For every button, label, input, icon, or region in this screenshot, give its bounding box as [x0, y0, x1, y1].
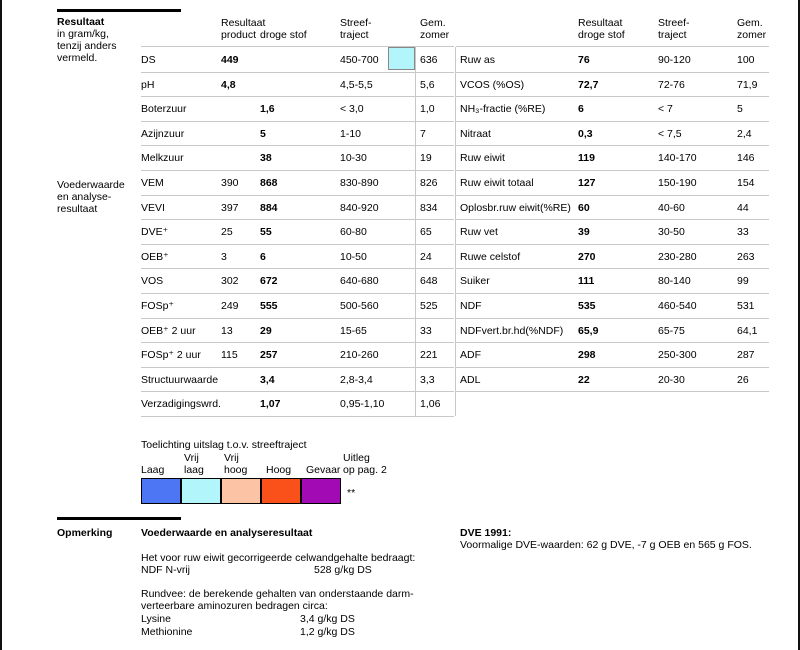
right-cell-streef: 80-140 — [658, 275, 691, 287]
left-cell-streef: 10-30 — [340, 152, 367, 164]
right-row-divider — [456, 96, 769, 97]
right-cell-gem: 71,9 — [737, 79, 758, 91]
right-cell-streef: 140-170 — [658, 152, 697, 164]
left-cell-gem: 636 — [420, 54, 438, 66]
header-right-streef-1: Streef- — [658, 17, 690, 29]
right-cell-gem: 263 — [737, 251, 755, 263]
table-separator — [455, 47, 456, 416]
right-cell-name: NDF — [460, 300, 482, 312]
left-cell-streef: 0,95-1,10 — [340, 398, 385, 410]
left-cell-streef: 840-920 — [340, 202, 379, 214]
left-cell-ds: 55 — [260, 226, 272, 238]
right-row-divider — [456, 72, 769, 73]
left-cell-ds: 868 — [260, 177, 278, 189]
right-row-divider — [456, 268, 769, 269]
left-cell-product: 397 — [221, 202, 239, 214]
left-cell-name: Structuurwaarde — [141, 374, 219, 386]
right-cell-name: Ruw vet — [460, 226, 498, 238]
left-cell-gem: 221 — [420, 349, 438, 361]
left-cell-ds: 3,4 — [260, 374, 275, 386]
bottom-heading: Voederwaarde en analyseresultaat — [141, 527, 313, 539]
right-cell-streef: 90-120 — [658, 54, 691, 66]
right-cell-ds: 6 — [578, 103, 584, 115]
bottom-methionine-value: 1,2 g/kg DS — [300, 626, 355, 638]
right-cell-ds: 60 — [578, 202, 590, 214]
left-cell-product: 302 — [221, 275, 239, 287]
right-cell-gem: 64,1 — [737, 325, 758, 337]
right-cell-ds: 119 — [578, 152, 595, 164]
right-cell-ds: 111 — [578, 275, 595, 287]
left-cell-gem: 525 — [420, 300, 438, 312]
left-cell-product: 25 — [221, 226, 233, 238]
left-cell-name: DVE⁺ — [141, 226, 169, 238]
legend-swatch — [261, 478, 301, 504]
legend-swatch — [301, 478, 341, 504]
left-cell-gem: 24 — [420, 251, 432, 263]
left-cell-streef: 210-260 — [340, 349, 379, 361]
right-cell-name: ADF — [460, 349, 481, 361]
legend-label: Gevaar — [306, 464, 341, 476]
left-cell-gem: 1,06 — [420, 398, 441, 410]
left-row-divider — [141, 391, 454, 392]
right-cell-gem: 33 — [737, 226, 749, 238]
right-cell-streef: < 7 — [658, 103, 673, 115]
right-row-divider — [456, 195, 769, 196]
left-cell-streef: 15-65 — [340, 325, 367, 337]
left-cell-gem: 826 — [420, 177, 438, 189]
right-cell-gem: 287 — [737, 349, 755, 361]
header-left-streef-2: traject — [340, 29, 369, 41]
right-table-top-line — [456, 46, 769, 47]
dve-title: DVE 1991: — [460, 527, 512, 539]
left-cell-gem: 5,6 — [420, 79, 435, 91]
left-cell-ds: 672 — [260, 275, 278, 287]
legend-label: Laag — [141, 464, 165, 476]
right-cell-name: VCOS (%OS) — [460, 79, 525, 91]
right-cell-gem: 99 — [737, 275, 749, 287]
right-cell-streef: 230-280 — [658, 251, 697, 263]
header-right-streef-2: traject — [658, 29, 687, 41]
right-cell-gem: 154 — [737, 177, 755, 189]
right-cell-ds: 65,9 — [578, 325, 599, 337]
section-bar-opmerking — [57, 517, 181, 520]
left-row-divider — [141, 96, 454, 97]
header-right-droge-stof: droge stof — [578, 29, 625, 41]
left-cell-name: OEB⁺ — [141, 251, 169, 263]
left-row-divider — [141, 72, 454, 73]
left-cell-gem: 33 — [420, 325, 432, 337]
left-cell-ds: 5 — [260, 128, 266, 140]
legend-swatch — [181, 478, 221, 504]
left-cell-gem: 1,0 — [420, 103, 435, 115]
page-border-left — [0, 0, 2, 650]
left-cell-name: Boterzuur — [141, 103, 187, 115]
left-cell-product: 249 — [221, 300, 239, 312]
left-row-divider — [141, 145, 454, 146]
left-cell-product: 13 — [221, 325, 233, 337]
left-row-divider — [141, 170, 454, 171]
left-cell-ds: 1,6 — [260, 103, 275, 115]
right-cell-ds: 535 — [578, 300, 596, 312]
left-cell-streef: 4,5-5,5 — [340, 79, 373, 91]
left-cell-product: 4,8 — [221, 79, 236, 91]
left-cell-gem: 834 — [420, 202, 438, 214]
bottom-lysine-value: 3,4 g/kg DS — [300, 613, 355, 625]
resultaat-sub-2: tenzij anders — [57, 40, 117, 52]
left-row-divider — [141, 121, 454, 122]
right-cell-name: ADL — [460, 374, 481, 386]
right-cell-gem: 2,4 — [737, 128, 752, 140]
right-cell-streef: 40-60 — [658, 202, 685, 214]
left-cell-streef: < 3,0 — [340, 103, 364, 115]
ds-range-indicator — [388, 47, 415, 70]
bottom-methionine-label: Methionine — [141, 626, 193, 638]
section-bar-resultaat — [57, 9, 181, 12]
right-cell-name: Ruw eiwit totaal — [460, 177, 534, 189]
left-cell-name: VEVI — [141, 202, 165, 214]
legend-stars: ** — [347, 487, 356, 499]
right-cell-streef: 30-50 — [658, 226, 685, 238]
right-cell-streef: 250-300 — [658, 349, 697, 361]
left-cell-ds: 884 — [260, 202, 278, 214]
legend-label: Vrij — [184, 452, 199, 464]
header-left-gem-1: Gem. — [420, 17, 446, 29]
left-cell-ds: 555 — [260, 300, 278, 312]
left-cell-gem: 3,3 — [420, 374, 435, 386]
left-cell-name: VOS — [141, 275, 164, 287]
right-cell-streef: 65-75 — [658, 325, 685, 337]
left-cell-streef: 640-680 — [340, 275, 379, 287]
legend-label: hoog — [224, 464, 248, 476]
left-row-divider — [141, 318, 454, 319]
left-row-divider — [141, 367, 454, 368]
right-cell-name: Ruwe celstof — [460, 251, 521, 263]
right-cell-gem: 5 — [737, 103, 743, 115]
dve-text: Voormalige DVE-waarden: 62 g DVE, -7 g OEB en 565 g FOS. — [460, 539, 752, 551]
right-cell-gem: 44 — [737, 202, 749, 214]
right-row-divider — [456, 391, 769, 392]
left-cell-streef: 2,8-3,4 — [340, 374, 373, 386]
header-left-streef-1: Streef- — [340, 17, 372, 29]
right-cell-name: Oplosbr.ruw eiwit(%RE) — [460, 202, 571, 214]
left-cell-ds: 29 — [260, 325, 272, 337]
left-cell-streef: 500-560 — [340, 300, 379, 312]
voeder-label-1: Voederwaarde — [57, 179, 125, 191]
right-cell-name: Nitraat — [460, 128, 491, 140]
left-cell-product: 390 — [221, 177, 239, 189]
left-cell-name: OEB⁺ 2 uur — [141, 325, 196, 337]
right-cell-name: NH₃-fractie (%RE) — [460, 103, 546, 115]
legend-label: Vrij — [224, 452, 239, 464]
right-cell-name: Ruw eiwit — [460, 152, 505, 164]
left-cell-name: DS — [141, 54, 156, 66]
left-row-divider — [141, 219, 454, 220]
left-row-divider — [141, 342, 454, 343]
left-cell-streef: 10-50 — [340, 251, 367, 263]
header-left-product: product — [221, 29, 257, 41]
left-cell-name: pH — [141, 79, 155, 91]
left-cell-streef: 830-890 — [340, 177, 379, 189]
bottom-p2-line1: Rundvee: de berekende gehalten van onderstaande darm- — [141, 588, 414, 600]
right-cell-ds: 76 — [578, 54, 590, 66]
header-left-gem-2: zomer — [420, 29, 450, 41]
bottom-ndf-label: NDF N-vrij — [141, 564, 190, 576]
legend-uitleg-1: Uitleg — [343, 452, 370, 464]
left-cell-product: 115 — [221, 349, 238, 361]
right-cell-name: NDFvert.br.hd(%NDF) — [460, 325, 564, 337]
right-row-divider — [456, 219, 769, 220]
legend-swatch — [221, 478, 261, 504]
left-cell-name: VEM — [141, 177, 164, 189]
left-table-vertical-divider — [415, 47, 416, 416]
left-cell-streef: 60-80 — [340, 226, 367, 238]
legend-label: laag — [184, 464, 204, 476]
right-row-divider — [456, 293, 769, 294]
header-right-gem-1: Gem. — [737, 17, 763, 29]
header-right-result: Resultaat — [578, 17, 623, 29]
resultaat-sub-1: in gram/kg, — [57, 28, 109, 40]
left-cell-ds: 1,07 — [260, 398, 281, 410]
left-cell-gem: 648 — [420, 275, 438, 287]
right-cell-gem: 100 — [737, 54, 755, 66]
left-row-divider — [141, 293, 454, 294]
bottom-lysine-label: Lysine — [141, 613, 171, 625]
right-row-divider — [456, 145, 769, 146]
right-cell-gem: 146 — [737, 152, 755, 164]
right-cell-streef: 150-190 — [658, 177, 697, 189]
right-cell-streef: < 7,5 — [658, 128, 682, 140]
right-row-divider — [456, 318, 769, 319]
right-row-divider — [456, 244, 769, 245]
right-row-divider — [456, 367, 769, 368]
right-cell-ds: 72,7 — [578, 79, 599, 91]
left-cell-ds: 257 — [260, 349, 278, 361]
header-left-droge-stof: droge stof — [260, 29, 307, 41]
right-cell-gem: 26 — [737, 374, 749, 386]
bottom-p2-line2: verteerbare aminozuren bedragen circa: — [141, 600, 328, 612]
right-cell-name: Suiker — [460, 275, 490, 287]
right-cell-name: Ruw as — [460, 54, 496, 66]
legend-swatch — [141, 478, 181, 504]
left-cell-streef: 1-10 — [340, 128, 362, 140]
left-cell-ds: 6 — [260, 251, 266, 263]
right-row-divider — [456, 342, 769, 343]
left-cell-name: FOSp⁺ 2 uur — [141, 349, 201, 361]
legend-label: Hoog — [266, 464, 292, 476]
left-cell-name: Verzadigingswrd. — [141, 398, 221, 410]
left-cell-gem: 19 — [420, 152, 432, 164]
left-cell-name: Azijnzuur — [141, 128, 185, 140]
legend-uitleg-2: op pag. 2 — [343, 464, 387, 476]
bottom-p1-line1: Het voor ruw eiwit gecorrigeerde celwandgehalte bedraagt: — [141, 552, 416, 564]
right-row-divider — [456, 121, 769, 122]
voeder-label-2: en analyse- — [57, 191, 112, 203]
right-cell-ds: 22 — [578, 374, 590, 386]
left-cell-product: 449 — [221, 54, 239, 66]
right-cell-ds: 39 — [578, 226, 590, 238]
right-cell-streef: 72-76 — [658, 79, 685, 91]
left-cell-name: FOSp⁺ — [141, 300, 174, 312]
resultaat-title: Resultaat — [57, 16, 105, 28]
left-cell-product: 3 — [221, 251, 227, 263]
right-cell-ds: 298 — [578, 349, 596, 361]
left-row-divider — [141, 195, 454, 196]
voeder-label-3: resultaat — [57, 203, 98, 215]
left-cell-name: Melkzuur — [141, 152, 184, 164]
left-cell-ds: 38 — [260, 152, 272, 164]
right-row-divider — [456, 170, 769, 171]
left-row-divider — [141, 268, 454, 269]
right-cell-streef: 460-540 — [658, 300, 697, 312]
left-cell-gem: 7 — [420, 128, 426, 140]
opmerking-label: Opmerking — [57, 527, 113, 539]
legend-title: Toelichting uitslag t.o.v. streeftraject — [141, 439, 307, 451]
left-cell-streef: 450-700 — [340, 54, 379, 66]
header-left-result: Resultaat — [221, 17, 266, 29]
bottom-ndf-value: 528 g/kg DS — [314, 564, 372, 576]
left-row-divider — [141, 416, 454, 417]
right-cell-ds: 127 — [578, 177, 596, 189]
resultaat-sub-3: vermeld. — [57, 52, 98, 64]
header-right-gem-2: zomer — [737, 29, 767, 41]
left-cell-gem: 65 — [420, 226, 432, 238]
left-row-divider — [141, 244, 454, 245]
right-cell-gem: 531 — [737, 300, 755, 312]
right-cell-ds: 270 — [578, 251, 596, 263]
right-cell-streef: 20-30 — [658, 374, 685, 386]
right-cell-ds: 0,3 — [578, 128, 593, 140]
